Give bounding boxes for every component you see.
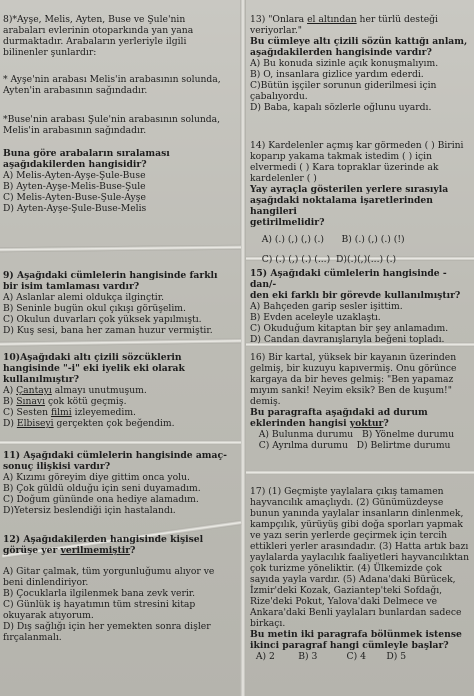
fold-line-left-2 xyxy=(0,338,241,346)
q13-quote-line: veriyorlar." xyxy=(250,25,303,36)
q9-option-d: D) Kuş sesi, bana her zaman huzur vermiştir. xyxy=(3,325,213,336)
q16-option-d: D) Belirtme durumu xyxy=(356,440,451,451)
q16-text-line: gelmiş, bir kuzuyu kapıvermiş. Onu görünce xyxy=(250,363,457,374)
q16-text-line: mıyım sanki! Neyim eksik? Ben de kuşum!" xyxy=(250,385,452,396)
q8-intro-line: 8)*Ayşe, Melis, Ayten, Buse ve Şule'nin xyxy=(3,14,186,25)
q13-option-c: C)Bütün işçiler sorunun giderilmesi için xyxy=(250,80,437,91)
q11-option-d: D)Yetersiz beslendiği için hastalandı. xyxy=(3,505,176,516)
q12-underlined-word: verilmemiştir xyxy=(60,545,131,556)
q16-text-line: kargaya da bir heves gelmiş: "Ben yapamaz xyxy=(250,374,454,385)
q11-question-line: 11) Aşağıdaki cümlelerin hangisinde amaç- xyxy=(3,450,227,461)
q17-options-row xyxy=(250,651,472,662)
q8-intro-line: arabaları evlerinin otoparkında yan yana xyxy=(3,25,194,36)
q10-option-prefix: B) xyxy=(3,396,17,407)
q17-text-line: bunun yanında yaylalar insanların dinlenmek, xyxy=(250,508,464,519)
q16-question-line xyxy=(250,418,472,429)
q17-text-line: yaylalarda yaylacılık faaliyetleri hayvancılıktan xyxy=(250,552,470,563)
q14-text-line: elvermedi ( ) Kara topraklar üzerinde ak xyxy=(250,162,439,173)
q13-quote-suffix: her türlü desteği xyxy=(356,14,438,25)
q8-intro-line: durmaktadır. Arabaların yerleriyle ilgili xyxy=(3,36,187,47)
q17-text-line: Rize'deki Pokut, Yalova'daki Delmece ve xyxy=(250,596,438,607)
q17-text-line: çok turizme yöneliktir. (4) Ülkemizde çok xyxy=(250,563,442,574)
question-17 xyxy=(250,486,472,662)
q11-option-a: A) Kızımı göreyim diye gittim onca yolu. xyxy=(3,472,190,483)
q16-option-c: C) Ayrılma durumu xyxy=(258,440,348,451)
q9-question-line: 9) Aşağıdaki cümlelerin hangisinde farklı xyxy=(3,270,218,281)
question-10 xyxy=(3,352,237,429)
q16-options-row-2 xyxy=(250,440,472,451)
q16-option-b: B) Yönelme durumu xyxy=(361,429,455,440)
q17-option-b: B) 3 xyxy=(298,651,318,662)
q15-option-a: A) Bahçeden garip sesler işittim. xyxy=(250,301,403,312)
q8-intro-line: bilinenler şunlardır: xyxy=(3,47,97,58)
fold-line-left-3 xyxy=(0,440,241,445)
q17-question-line: ikinci paragraf hangi cümleyle başlar? xyxy=(250,640,449,651)
q8-option-b: B) Ayten-Ayşe-Melis-Buse-Şule xyxy=(3,181,146,192)
q10-option-prefix: C) Sesten xyxy=(3,407,51,418)
question-14 xyxy=(250,140,472,265)
q13-question-line: aşağıdakilerden hangisinde vardır? xyxy=(250,47,432,58)
q10-option-a xyxy=(3,385,237,396)
q14-option-c: C) (.) (,) (.) (...) xyxy=(261,254,331,265)
q17-text-line: ve yazı serin yerlerde geçirmek için tercih xyxy=(250,530,448,541)
q10-option-b xyxy=(3,396,237,407)
q9-option-b: B) Seninle bugün okul çıkışı görüşelim. xyxy=(3,303,186,314)
fold-line-right-3 xyxy=(246,470,474,475)
q12-option-d-cont: fırçalanmalı. xyxy=(3,632,62,643)
q14-options-row-1 xyxy=(250,234,472,245)
q9-option-a: A) Aslanlar alemi oldukça ilginçtir. xyxy=(3,292,165,303)
q15-question-line: den eki farklı bir görevde kullanılmıştır? xyxy=(250,290,461,301)
q16-option-a: A) Bulunma durumu xyxy=(258,429,354,440)
q9-option-c: C) Okulun duvarları çok yüksek yapılmıştı. xyxy=(3,314,202,325)
q14-options-row-2 xyxy=(250,254,472,265)
q14-text-line: 14) Kardelenler açmış kar görmeden ( ) Birini xyxy=(250,140,464,151)
q12-question-line xyxy=(3,545,237,556)
question-13 xyxy=(250,14,472,113)
q16-question-line: Bu paragrafta aşağıdaki ad durum xyxy=(250,407,428,418)
q8-fact-line: Ayten'in arabasının sağındadır. xyxy=(3,85,148,96)
q10-question-line: hangisinde "-i" eki iyelik eki olarak xyxy=(3,363,185,374)
q10-underlined-word: filmi xyxy=(50,407,72,418)
q17-text-line: Ankara'daki Benli yaylaları bunlardan sadece xyxy=(250,607,462,618)
q12-option-c: C) Günlük iş hayatımın tüm stresini kitap xyxy=(3,599,196,610)
question-15 xyxy=(250,268,472,345)
q8-fact-line: Melis'in arabasının sağındadır. xyxy=(3,125,147,136)
q10-option-c xyxy=(3,407,237,418)
q10-question-line: kullanılmıştır? xyxy=(3,374,79,385)
q12-option-d: D) Dış sağlığı için her yemekten sonra dişler xyxy=(3,621,211,632)
q13-option-b: B) O, insanlara gizlice yardım ederdi. xyxy=(250,69,424,80)
q17-text-line: İzmir'deki Kozak, Gaziantep'teki Sofdağı, xyxy=(250,585,443,596)
q17-text-line: 17) (1) Geçmişte yaylalara çıkış tamamen xyxy=(250,486,444,497)
q13-question-line: Bu cümleye altı çizili sözün kattığı anlam, xyxy=(250,36,468,47)
q10-option-rest: gerçekten çok beğendim. xyxy=(53,418,175,429)
q10-option-prefix: D) xyxy=(3,418,17,429)
q13-underlined-phrase: el altından xyxy=(307,14,357,25)
q10-option-prefix: A) xyxy=(3,385,17,396)
q13-quote-line xyxy=(250,14,472,25)
q10-underlined-word: Çantayı xyxy=(16,385,52,396)
q16-options-row-1 xyxy=(250,429,472,440)
q17-option-d: D) 5 xyxy=(386,651,407,662)
q17-option-a: A) 2 xyxy=(255,651,275,662)
q16-question-suffix: ? xyxy=(383,418,389,429)
q17-text-line: sayıda yayla vardır. (5) Adana'daki Bürücek, xyxy=(250,574,456,585)
q15-question-line: 15) Aşağıdaki cümlelerin hangisinde -dan/- xyxy=(250,268,447,290)
q17-text-line: kampçılık, yürüyüş gibi doğa sporları yapmak xyxy=(250,519,463,530)
q14-question-line: aşağıdaki noktalama işaretlerinden hangileri xyxy=(250,195,433,217)
fold-line-left-1 xyxy=(0,245,241,253)
q10-option-d xyxy=(3,418,237,429)
q14-question-line: getirilmelidir? xyxy=(250,217,325,228)
question-9 xyxy=(3,270,237,336)
q8-question-line: Buna göre arabaların sıralaması xyxy=(3,148,170,159)
q14-option-a: A) (.) (,) (,) (.) xyxy=(261,234,324,245)
q10-underlined-word: Elbiseyi xyxy=(16,418,54,429)
q8-fact-line: *Buse'nin arabası Şule'nin arabasının solunda, xyxy=(3,114,221,125)
q15-option-d: D) Candan davranışlarıyla beğeni topladı. xyxy=(250,334,445,345)
q13-quote-prefix: 13) "Onlara xyxy=(250,14,308,25)
q14-text-line: kardelenler ( ) xyxy=(250,173,317,184)
q12-question-line: 12) Aşağıdakilerden hangisinde kişisel xyxy=(3,534,204,545)
q8-option-d: D) Ayten-Ayşe-Şule-Buse-Melis xyxy=(3,203,147,214)
q14-question-line: Yay ayraçla gösterilen yerlere sırasıyla xyxy=(250,184,449,195)
q10-option-rest: çok kötü geçmiş. xyxy=(45,396,127,407)
q14-text-line: koparıp yakama takmak istedim ( ) için xyxy=(250,151,433,162)
q10-question-line: 10)Aşağıdaki altı çizili sözcüklerin xyxy=(3,352,182,363)
q16-underlined-word: yoktur xyxy=(349,418,384,429)
q16-question-prefix: eklerinden hangisi xyxy=(250,418,350,429)
q12-option-a: A) Gitar çalmak, tüm yorgunluğumu alıyor ve xyxy=(3,566,215,577)
q15-option-c: C) Okuduğum kitaptan bir şey anlamadım. xyxy=(250,323,449,334)
q10-option-rest: izleyemedim. xyxy=(71,407,136,418)
q11-option-c: C) Doğum gününde ona hediye alamadım. xyxy=(3,494,199,505)
q14-option-d: D)(.)(,)(...) (.) xyxy=(336,254,397,265)
q11-question-line: sonuç ilişkisi vardır? xyxy=(3,461,111,472)
question-8 xyxy=(3,14,237,214)
q10-option-rest: almayı unutmuşum. xyxy=(51,385,147,396)
q12-question-prefix: görüşe yer xyxy=(3,545,61,556)
question-12 xyxy=(3,534,237,643)
q12-option-c-cont: okuyarak atıyorum. xyxy=(3,610,94,621)
q12-option-b: B) Çocuklarla ilgilenmek bana zevk verir. xyxy=(3,588,196,599)
q17-option-c: C) 4 xyxy=(346,651,366,662)
question-11 xyxy=(3,450,237,516)
q11-option-b: B) Çok güldü olduğu için seni duyamadım. xyxy=(3,483,201,494)
q12-question-suffix: ? xyxy=(130,545,136,556)
q8-option-a: A) Melis-Ayten-Ayşe-Şule-Buse xyxy=(3,170,146,181)
q16-text-line: 16) Bir kartal, yüksek bir kayanın üzerinden xyxy=(250,352,457,363)
q17-text-line: birkaçı. xyxy=(250,618,286,629)
q13-option-d: D) Baba, kapalı sözlerle oğlunu uyardı. xyxy=(250,102,432,113)
q13-option-c-cont: çabalıyordu. xyxy=(250,91,308,102)
q10-underlined-word: Sınavı xyxy=(16,396,46,407)
q8-question-line: aşağıdakilerden hangisidir? xyxy=(3,159,147,170)
question-16 xyxy=(250,352,472,451)
q15-option-b: B) Evden aceleyle uzaklaştı. xyxy=(250,312,381,323)
fold-line-vertical xyxy=(240,0,246,696)
q17-text-line: hayvancılık amaçlıydı. (2) Günümüzdeyse xyxy=(250,497,444,508)
q8-fact-line: * Ayşe'nin arabası Melis'in arabasının solunda, xyxy=(3,74,221,85)
q9-question-line: bir isim tamlaması vardır? xyxy=(3,281,140,292)
q17-question-line: Bu metin iki paragrafa bölünmek istense xyxy=(250,629,462,640)
q16-text-line: demiş. xyxy=(250,396,281,407)
q8-option-c: C) Melis-Ayten-Buse-Şule-Ayşe xyxy=(3,192,146,203)
q17-text-line: ettikleri yerler arasındadır. (3) Hatta artık bazı xyxy=(250,541,469,552)
q14-option-b: B) (.) (,) (.) (!) xyxy=(341,234,405,245)
q13-option-a: A) Bu konuda sizinle açık konuşmalıyım. xyxy=(250,58,439,69)
q12-option-a-cont: beni dinlendiriyor. xyxy=(3,577,89,588)
